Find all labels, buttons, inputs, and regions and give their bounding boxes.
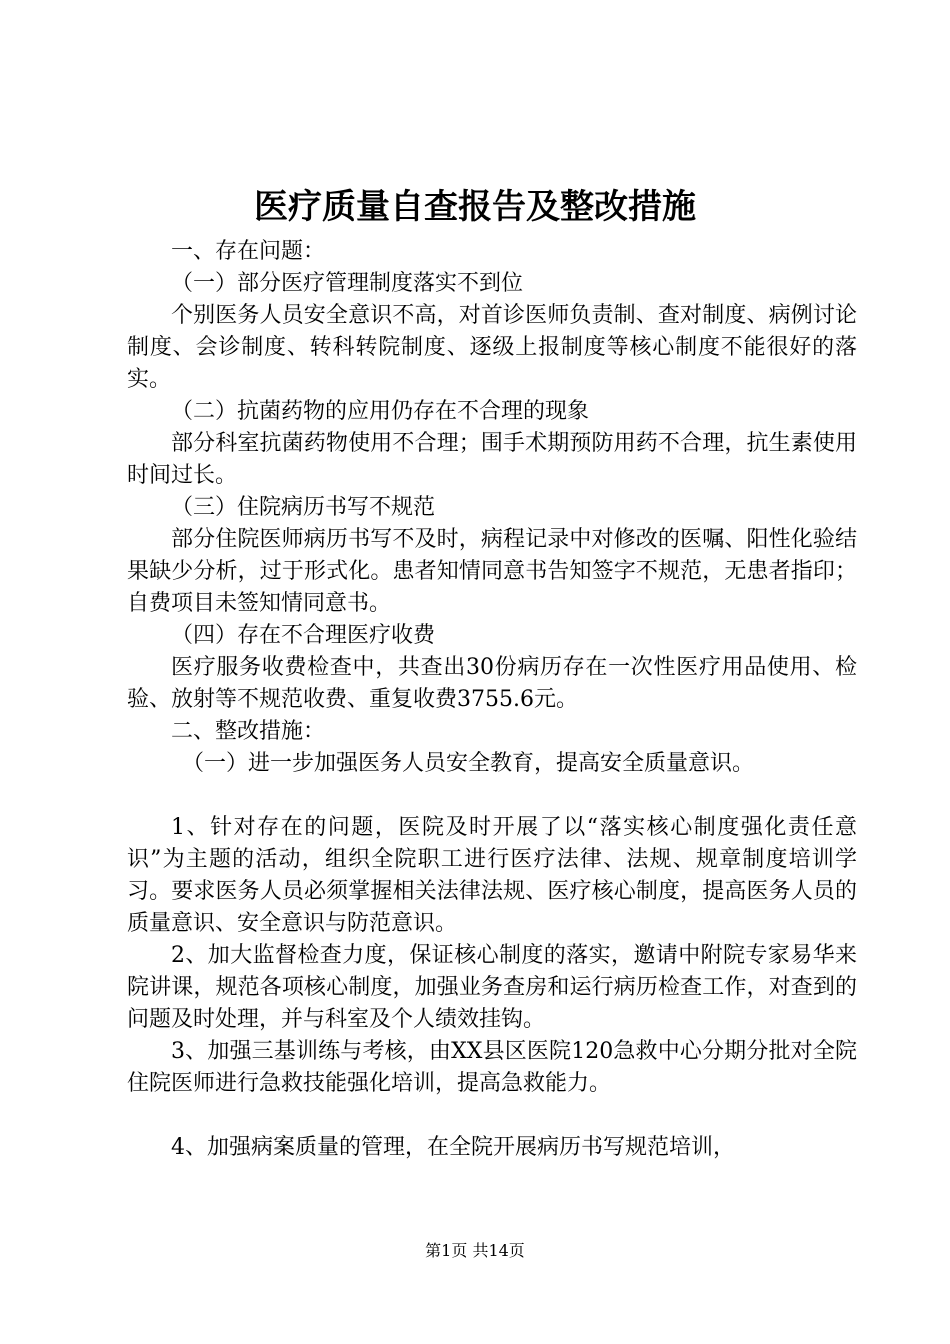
section1-heading: 一、存在问题：: [171, 239, 326, 264]
measure1-heading: （一）进一步加强医务人员安全教育，提高安全质量意识。: [182, 751, 755, 776]
measure-item-3: 3、加强三基训练与考核，由XX县区医院120急救中心分期分批对全院住院医师进行急救技能强化培训，提高急救能力。: [127, 1039, 857, 1096]
issue1-heading: （一）部分医疗管理制度落实不到位: [171, 271, 524, 296]
issue3-heading: （三）住院病历书写不规范: [171, 495, 436, 520]
issue2-paragraph: 部分科室抗菌药物使用不合理；围手术期预防用药不合理，抗生素使用时间过长。: [127, 431, 857, 488]
document-title: 医疗质量自查报告及整改措施: [254, 187, 696, 227]
blank-line: [127, 780, 857, 812]
page-footer: 第1页 共14页: [425, 1241, 525, 1260]
issue3-paragraph: 部分住院医师病历书写不及时，病程记录中对修改的医嘱、阳性化验结果缺少分析，过于形式化。患者知情同意书告知签字不规范，无患者指印；自费项目未签知情同意书。: [127, 527, 857, 616]
measure-item-2: 2、加大监督检查力度，保证核心制度的落实，邀请中附院专家易华来院讲课，规范各项核心制度，加强业务查房和运行病历检查工作，对查到的问题及时处理，并与科室及个人绩效挂钩。: [127, 943, 857, 1032]
document-body: [127, 236, 857, 1164]
issue4-heading: （四）存在不合理医疗收费: [171, 623, 436, 648]
issue2-heading: （二）抗菌药物的应用仍存在不合理的现象: [171, 399, 590, 424]
issue1-paragraph: 个别医务人员安全意识不高，对首诊医师负责制、查对制度、病例讨论制度、会诊制度、转科转院制度、逐级上报制度等核心制度不能很好的落实。: [127, 303, 857, 392]
issue4-paragraph: 医疗服务收费检查中，共查出30份病历存在一次性医疗用品使用、检验、放射等不规范收费、重复收费3755.6元。: [127, 655, 857, 712]
blank-line: [127, 1100, 857, 1132]
section2-heading: 二、整改措施：: [171, 719, 326, 744]
measure-item-1: 1、针对存在的问题，医院及时开展了以“落实核心制度强化责任意识”为主题的活动，组织全院职工进行医疗法律、法规、规章制度培训学习。要求医务人员必须掌握相关法律法规、医疗核心制度，提高医务人员的质量意识、安全意识与防范意识。: [127, 815, 857, 936]
measure-item-4: 4、加强病案质量的管理，在全院开展病历书写规范培训，: [171, 1135, 735, 1160]
